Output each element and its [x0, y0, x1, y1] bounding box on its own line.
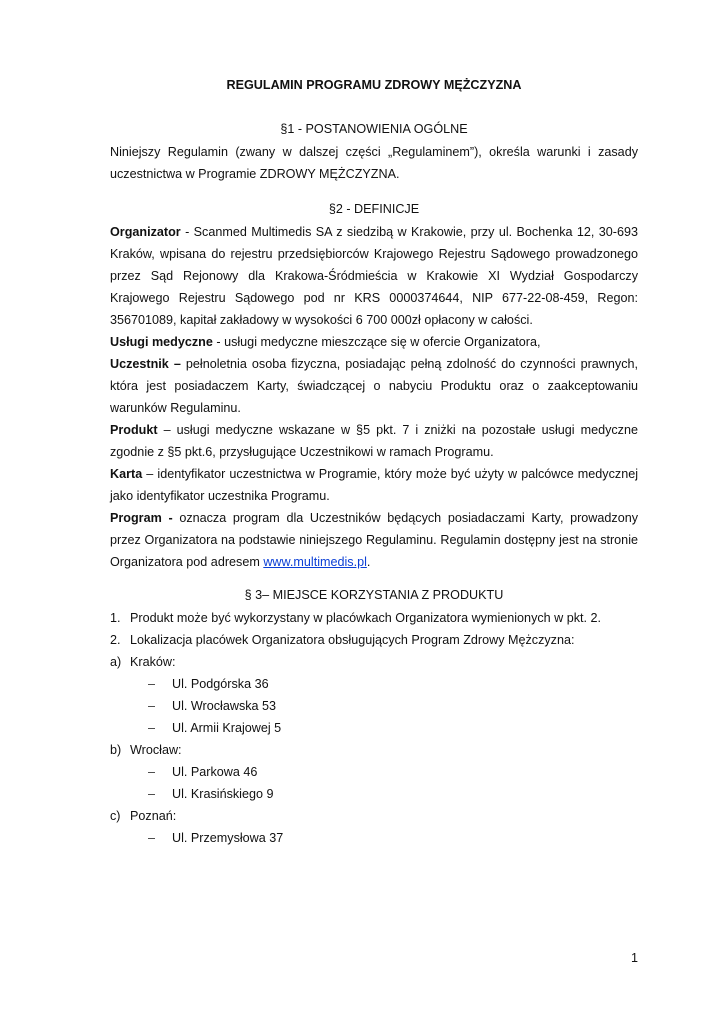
- section-1-heading: §1 - POSTANOWIENIA OGÓLNE: [280, 122, 468, 136]
- term-produkt: Produkt: [110, 423, 158, 437]
- list-letter: c): [110, 809, 121, 823]
- intro-paragraph: Niniejszy Regulamin (zwany w dalszej części „Regulaminem”), określa warunki i zasady uczestnictwa w Programie ZDROWY MĘŻCZYZNA.: [110, 145, 638, 181]
- definition-program: [110, 507, 638, 573]
- list-number: 2.: [110, 633, 121, 647]
- definition-uczestnik-text: pełnoletnia osoba fizyczna, posiadając pełną zdolność do czynności prawnych, która jest posiadaczem Karty, świadczącej o nabyciu Produktu oraz o zaakceptowaniu warunków Regulaminu.: [110, 357, 639, 415]
- definition-organizator-text: - Scanmed Multimedis SA z siedzibą w Krakowie, przy ul. Bochenka 12, 30-693 Kraków, wpisana do rejestru przedsiębiorców Krajowego Rejestru Sądowego prowadzonego przez Sąd Rejonowy dla Krakowa-Śródmieścia w Krakowie XI Wydział Gospodarczy Krajowego Rejestru Sądowego pod nr KRS 0000374644, NIP 677-22-08-459, Regon: 356701089, kapitał zakładowy w wysokości 6 700 000zł opłacony w całości.: [110, 225, 638, 327]
- definition-program-end: .: [366, 555, 371, 569]
- list-item-text: Produkt może być wykorzystany w placówkach Organizatora wymienionych w pkt. 2.: [130, 611, 602, 625]
- list-item-text: Lokalizacja placówek Organizatora obsługujących Program Zdrowy Mężczyzna:: [130, 633, 575, 647]
- city-item-poznan: [110, 805, 638, 827]
- street-text: Ul. Parkowa 46: [172, 765, 258, 779]
- term-uslugi: Usługi medyczne: [110, 335, 213, 349]
- dash-bullet: –: [148, 787, 156, 801]
- definition-uslugi-text: - usługi medyczne mieszczące się w ofercie Organizatora,: [212, 335, 541, 349]
- street-item: [110, 695, 638, 717]
- document-title: REGULAMIN PROGRAMU ZDROWY MĘŻCZYZNA: [226, 78, 522, 92]
- definition-karta-text: – identyfikator uczestnictwa w Programie, który może być użyty w palcówce medycznej jako identyfikator uczestnika Programu.: [110, 467, 638, 503]
- city-name: Poznań:: [130, 809, 177, 823]
- definition-produkt-text: – usługi medyczne wskazane w §5 pkt. 7 i zniżki na pozostałe usługi medyczne zgodnie z §5 pkt.6, przysługujące Uczestnikowi w ramach Programu.: [110, 423, 638, 459]
- list-item: [110, 607, 638, 629]
- street-item: [110, 827, 638, 849]
- section-3-heading: § 3– MIEJSCE KORZYSTANIA Z PRODUKTU: [244, 588, 504, 602]
- section-2-heading: §2 - DEFINICJE: [328, 202, 420, 216]
- definition-karta: [110, 463, 638, 507]
- term-uczestnik: Uczestnik –: [110, 357, 181, 371]
- dash-bullet: –: [148, 699, 156, 713]
- definition-uslugi: [110, 331, 638, 353]
- list-letter: b): [110, 743, 122, 757]
- term-program: Program -: [110, 511, 173, 525]
- dash-bullet: –: [148, 765, 156, 779]
- definition-organizator: [110, 221, 638, 331]
- street-text: Ul. Krasińskiego 9: [172, 787, 274, 801]
- list-item: [110, 629, 638, 651]
- city-item-krakow: [110, 651, 638, 673]
- street-text: Ul. Podgórska 36: [172, 677, 269, 691]
- term-karta: Karta: [110, 467, 143, 481]
- definition-program-text: oznacza program dla Uczestników będących posiadaczami Karty, prowadzony przez Organizatora na podstawie niniejszego Regulaminu. Regulamin dostępny jest na stronie Organizatora pod adresem: [110, 511, 639, 569]
- street-text: Ul. Armii Krajowej 5: [172, 721, 282, 735]
- dash-bullet: –: [148, 677, 156, 691]
- street-item: [110, 783, 638, 805]
- multimedis-link[interactable]: www.multimedis.pl: [263, 555, 367, 569]
- city-item-wroclaw: [110, 739, 638, 761]
- definition-uczestnik: [110, 353, 638, 419]
- definition-produkt: [110, 419, 638, 463]
- street-text: Ul. Przemysłowa 37: [172, 831, 284, 845]
- street-text: Ul. Wrocławska 53: [172, 699, 277, 713]
- street-item: [110, 673, 638, 695]
- street-item: [110, 761, 638, 783]
- dash-bullet: –: [148, 721, 156, 735]
- definitions-block: [110, 221, 638, 573]
- section-1-text: [110, 141, 638, 185]
- page-number: 1: [630, 951, 638, 965]
- list-letter: a): [110, 655, 122, 669]
- list-number: 1.: [110, 611, 121, 625]
- term-organizator: Organizator: [110, 225, 181, 239]
- dash-bullet: –: [148, 831, 156, 845]
- city-name: Kraków:: [130, 655, 176, 669]
- city-name: Wrocław:: [130, 743, 182, 757]
- locations-list: [110, 607, 638, 849]
- street-item: [110, 717, 638, 739]
